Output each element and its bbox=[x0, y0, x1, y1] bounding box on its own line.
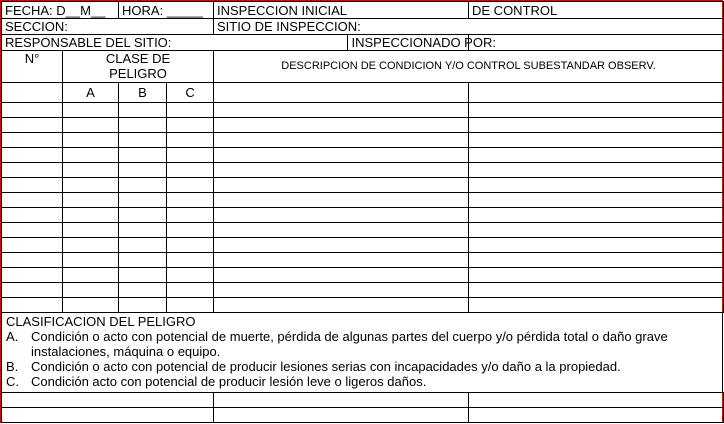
clase-c-header: C bbox=[167, 83, 214, 103]
header-row-1 bbox=[2, 2, 724, 19]
responsable-divider bbox=[347, 35, 348, 50]
clase-c-cell[interactable] bbox=[167, 118, 214, 133]
clase-a-cell[interactable] bbox=[63, 253, 119, 268]
clase-b-cell[interactable] bbox=[119, 238, 167, 253]
descripcion-cell[interactable] bbox=[214, 253, 469, 268]
observacion-cell[interactable] bbox=[469, 83, 724, 103]
descripcion-cell[interactable] bbox=[214, 103, 469, 118]
observacion-cell[interactable] bbox=[469, 283, 724, 298]
legend-text-a-line1: Condición o acto con potencial de muerte, pérdida de algunas partes del cuerpo y/o pérdida total o daño grave bbox=[31, 329, 668, 344]
clase-c-cell[interactable] bbox=[167, 208, 214, 223]
clase-a-cell[interactable] bbox=[63, 148, 119, 163]
descripcion-cell[interactable] bbox=[214, 148, 469, 163]
clase-b-cell[interactable] bbox=[119, 103, 167, 118]
entry-row bbox=[2, 148, 724, 163]
footer-cell[interactable] bbox=[469, 393, 724, 408]
entry-row bbox=[2, 178, 724, 193]
numero-cell[interactable] bbox=[2, 103, 63, 118]
observacion-cell[interactable] bbox=[469, 208, 724, 223]
numero-cell[interactable] bbox=[2, 238, 63, 253]
descripcion-cell[interactable] bbox=[214, 298, 469, 313]
clase-c-cell[interactable] bbox=[167, 238, 214, 253]
descripcion-cell[interactable] bbox=[214, 163, 469, 178]
clase-a-cell[interactable] bbox=[63, 193, 119, 208]
clase-b-cell[interactable] bbox=[119, 268, 167, 283]
descripcion-cell[interactable] bbox=[214, 83, 469, 103]
entry-row bbox=[2, 193, 724, 208]
clase-b-cell[interactable] bbox=[119, 223, 167, 238]
inspeccion-inicial-option[interactable]: INSPECCION INICIAL bbox=[214, 2, 469, 19]
entry-row bbox=[2, 253, 724, 268]
clase-a-cell[interactable] bbox=[63, 298, 119, 313]
observacion-cell[interactable] bbox=[469, 163, 724, 178]
clase-c-cell[interactable] bbox=[167, 148, 214, 163]
clase-c-cell[interactable] bbox=[167, 133, 214, 148]
clase-a-cell[interactable] bbox=[63, 178, 119, 193]
clase-a-cell[interactable] bbox=[63, 238, 119, 253]
observacion-cell[interactable] bbox=[469, 253, 724, 268]
responsable-field[interactable] bbox=[2, 35, 496, 51]
sitio-field[interactable]: SITIO DE INSPECCION: bbox=[214, 19, 724, 35]
hora-field[interactable]: HORA: _____ bbox=[119, 2, 214, 19]
numero-cell[interactable] bbox=[2, 133, 63, 148]
entry-row bbox=[2, 103, 724, 118]
clase-c-cell[interactable] bbox=[167, 178, 214, 193]
clase-b-cell[interactable] bbox=[119, 118, 167, 133]
clase-c-cell[interactable] bbox=[167, 283, 214, 298]
clase-b-cell[interactable] bbox=[119, 298, 167, 313]
clase-b-cell[interactable] bbox=[119, 178, 167, 193]
numero-header: N° bbox=[2, 51, 63, 83]
observacion-cell[interactable] bbox=[469, 178, 724, 193]
descripcion-header: DESCRIPCION DE CONDICION Y/O CONTROL SUBESTANDAR OBSERV. bbox=[214, 51, 724, 83]
clase-b-cell[interactable] bbox=[119, 283, 167, 298]
numero-cell[interactable] bbox=[2, 118, 63, 133]
observacion-cell[interactable] bbox=[469, 238, 724, 253]
inspeccionado-por-label: INSPECCIONADO POR: bbox=[351, 35, 496, 50]
clase-a-cell[interactable] bbox=[63, 283, 119, 298]
clase-a-header: A bbox=[63, 83, 119, 103]
observacion-cell[interactable] bbox=[469, 148, 724, 163]
clasificacion-legend bbox=[1, 313, 723, 392]
header-row-3 bbox=[2, 35, 724, 51]
clase-b-cell[interactable] bbox=[119, 133, 167, 148]
entry-row bbox=[2, 238, 724, 253]
clase-header-line1: CLASE DE bbox=[105, 51, 171, 66]
footer-cell[interactable] bbox=[214, 393, 469, 408]
clase-c-cell[interactable] bbox=[167, 223, 214, 238]
entry-row bbox=[2, 118, 724, 133]
legend-letter-b: B. bbox=[6, 359, 19, 374]
observacion-cell[interactable] bbox=[469, 223, 724, 238]
numero-cell[interactable] bbox=[2, 83, 63, 103]
descripcion-cell[interactable] bbox=[214, 238, 469, 253]
numero-cell[interactable] bbox=[2, 223, 63, 238]
footer-table bbox=[1, 392, 724, 423]
footer-cell[interactable] bbox=[214, 408, 469, 423]
clase-b-cell[interactable] bbox=[119, 148, 167, 163]
descripcion-cell[interactable] bbox=[214, 283, 469, 298]
observacion-cell[interactable] bbox=[469, 118, 724, 133]
header-row-2 bbox=[2, 19, 724, 35]
observacion-cell[interactable] bbox=[469, 193, 724, 208]
seccion-field[interactable]: SECCION: bbox=[2, 19, 214, 35]
entry-row bbox=[2, 208, 724, 223]
observacion-cell[interactable] bbox=[469, 298, 724, 313]
clase-b-cell[interactable] bbox=[119, 163, 167, 178]
descripcion-cell[interactable] bbox=[214, 223, 469, 238]
inspeccionado-por-field[interactable] bbox=[469, 35, 724, 51]
footer-row bbox=[2, 393, 724, 408]
responsable-label: RESPONSABLE DEL SITIO: bbox=[5, 35, 172, 50]
descripcion-cell[interactable] bbox=[214, 208, 469, 223]
footer-cell[interactable] bbox=[469, 408, 724, 423]
clase-c-cell[interactable] bbox=[167, 163, 214, 178]
column-header-row bbox=[2, 51, 724, 83]
clase-a-cell[interactable] bbox=[63, 103, 119, 118]
clase-a-cell[interactable] bbox=[63, 208, 119, 223]
clase-c-cell[interactable] bbox=[167, 253, 214, 268]
legend-letter-a: A. bbox=[6, 329, 19, 344]
legend-title: CLASIFICACION DEL PELIGRO bbox=[6, 314, 196, 329]
legend-text-a-line2: instalaciones, máquina o equipo. bbox=[31, 344, 221, 359]
inspection-table bbox=[1, 1, 724, 313]
clase-peligro-header bbox=[63, 51, 214, 83]
footer-cell[interactable] bbox=[2, 393, 214, 408]
footer-row bbox=[2, 408, 724, 423]
entry-row bbox=[2, 133, 724, 148]
observacion-cell[interactable] bbox=[469, 133, 724, 148]
legend-text-c: Condición acto con potencial de producir lesión leve o ligeros daños. bbox=[31, 374, 427, 389]
numero-cell[interactable] bbox=[2, 193, 63, 208]
clase-a-cell[interactable] bbox=[63, 163, 119, 178]
clase-c-cell[interactable] bbox=[167, 298, 214, 313]
numero-cell[interactable] bbox=[2, 298, 63, 313]
observacion-cell[interactable] bbox=[469, 103, 724, 118]
fecha-field[interactable]: FECHA: D__M__ bbox=[2, 2, 119, 19]
clase-a-cell[interactable] bbox=[63, 268, 119, 283]
entry-row bbox=[2, 268, 724, 283]
de-control-option[interactable]: DE CONTROL bbox=[469, 2, 724, 19]
numero-cell[interactable] bbox=[2, 178, 63, 193]
clase-b-cell[interactable] bbox=[119, 208, 167, 223]
clase-b-header: B bbox=[119, 83, 167, 103]
descripcion-cell[interactable] bbox=[214, 178, 469, 193]
clase-letters-row bbox=[2, 83, 724, 103]
clase-a-cell[interactable] bbox=[63, 133, 119, 148]
clase-c-cell[interactable] bbox=[167, 103, 214, 118]
clase-a-cell[interactable] bbox=[63, 118, 119, 133]
legend-letter-c: C. bbox=[6, 374, 19, 389]
descripcion-cell[interactable] bbox=[214, 193, 469, 208]
entry-row bbox=[2, 283, 724, 298]
numero-cell[interactable] bbox=[2, 148, 63, 163]
entry-row bbox=[2, 223, 724, 238]
clase-b-cell[interactable] bbox=[119, 193, 167, 208]
numero-cell[interactable] bbox=[2, 283, 63, 298]
descripcion-cell[interactable] bbox=[214, 118, 469, 133]
clase-header-line2: PELIGRO bbox=[109, 66, 167, 81]
descripcion-cell[interactable] bbox=[214, 133, 469, 148]
clase-c-cell[interactable] bbox=[167, 193, 214, 208]
observacion-cell[interactable] bbox=[469, 268, 724, 283]
numero-cell[interactable] bbox=[2, 163, 63, 178]
entry-row bbox=[2, 298, 724, 313]
clase-b-cell[interactable] bbox=[119, 253, 167, 268]
footer-cell[interactable] bbox=[2, 408, 214, 423]
numero-cell[interactable] bbox=[2, 253, 63, 268]
entry-row bbox=[2, 163, 724, 178]
numero-cell[interactable] bbox=[2, 268, 63, 283]
clase-a-cell[interactable] bbox=[63, 223, 119, 238]
clase-c-cell[interactable] bbox=[167, 268, 214, 283]
numero-cell[interactable] bbox=[2, 208, 63, 223]
legend-text-b: Condición o acto con potencial de producir lesiones serias con incapacidades y/o daño a la propiedad. bbox=[31, 359, 621, 374]
descripcion-cell[interactable] bbox=[214, 268, 469, 283]
